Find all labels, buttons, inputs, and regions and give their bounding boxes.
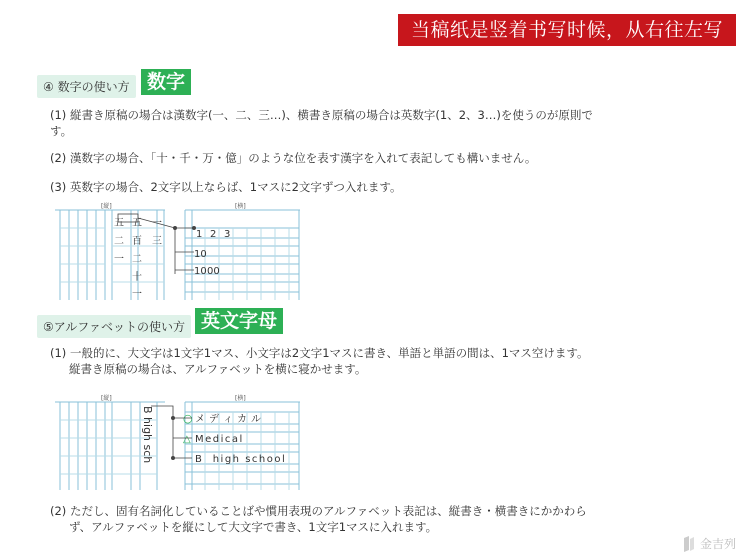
numbers-grid-example: [55, 200, 305, 300]
grid1-row1-cell-1: 2: [210, 229, 217, 240]
grid2-horizontal-label: [横]: [235, 395, 246, 402]
brand-logo-text: 金吉列: [699, 537, 736, 551]
grid1-vertical-label: [縦]: [101, 203, 112, 210]
brand-logo: [682, 535, 736, 552]
grid1-col-mid-char-4: 一: [132, 289, 142, 300]
section-numbers-label: ④ 数字の使い方: [37, 75, 136, 98]
grid1-dot-1: [173, 226, 177, 230]
brand-logo-icon: [682, 536, 696, 552]
alphabet-grid-svg: [55, 392, 305, 490]
grid2-row1-cell-2: ィ: [223, 414, 233, 425]
grid2-row1-cell-4: ル: [251, 414, 261, 425]
grid1-row2-cell: 10: [194, 249, 207, 260]
grid2-row1-cell-3: カ: [237, 414, 247, 425]
grid2-row1-cell-1: デ: [209, 414, 219, 425]
grid1-col-mid-char-1: 百: [132, 236, 142, 247]
grid2-dot-2: [171, 456, 175, 460]
grid1-col-left-char-0: 五: [114, 218, 124, 229]
alphabet-rule-1-line2: 縦書き原稿の場合は、アルファベットを横に寝かせます。: [69, 362, 367, 376]
grid1-col-right-char-0: 一: [152, 218, 162, 229]
numbers-rule-1-line1: (1) 縦書き原稿の場合は漢数字(一、二、三…)、横書き原稿の場合は英数字(1、2、3…)を使うのが原則で: [50, 108, 593, 122]
grid1-row3-cell-0: 10: [194, 266, 207, 277]
grid2-vertical-text: B high sch: [141, 406, 154, 464]
grid1-horizontal-label: [横]: [235, 203, 246, 210]
numbers-grid-svg: [55, 200, 305, 300]
grid1-col-left-char-2: 一: [114, 254, 124, 265]
grid1-row3-cell-1: 00: [207, 266, 220, 277]
grid1-col-mid-char-0: 五: [132, 218, 142, 229]
grid2-row3-text: B high school: [195, 454, 287, 465]
alphabet-rule-2-line2: ず、アルファベットを縦にして大文字で書き、1文字1マスに入れます。: [69, 520, 438, 534]
numbers-rule-3: (3) 英数字の場合、2文字以上ならば、1マスに2文字ずつ入れます。: [50, 180, 402, 194]
grid1-row1-cell-2: 3: [224, 229, 231, 240]
numbers-rule-1-line2: す。: [50, 124, 73, 138]
numbers-rule-1: [50, 107, 610, 139]
grid2-marker-circle: ○: [183, 412, 193, 425]
grid2-vertical-label: [縦]: [101, 395, 112, 402]
grid1-col-right-char-1: 三: [152, 236, 162, 247]
alphabet-rule-2-line1: (2) ただし、固有名詞化していることばや慣用表現のアルファベット表記は、縦書き・横書きにかかわら: [50, 504, 587, 518]
section-alphabet-label: ⑤アルファベットの使い方: [37, 315, 191, 338]
alphabet-rule-2: [50, 503, 610, 535]
grid1-col-mid-char-3: 十: [132, 272, 142, 283]
grid1-col-mid-char-2: 二: [132, 254, 142, 265]
alphabet-grid-example: [55, 392, 305, 490]
alphabet-rule-1-line1: (1) 一般的に、大文字は1文字1マス、小文字は2文字1マスに書き、単語と単語の間は、1マス空けます。: [50, 346, 589, 360]
grid2-row2-text: Medical: [195, 434, 244, 445]
grid2-dot-1: [171, 416, 175, 420]
grid2-marker-triangle: △: [183, 434, 191, 445]
grid1-row1-cell-0: 1: [196, 229, 203, 240]
section-numbers-tag: 数字: [141, 69, 191, 95]
grid1-col-left-char-1: 二: [114, 236, 124, 247]
instruction-banner: 当稿纸是竖着书写时候，从右往左写: [398, 14, 736, 46]
grid2-row1-cell-0: メ: [195, 414, 205, 425]
numbers-rule-2: (2) 漢数字の場合、「十・千・万・億」のような位を表す漢字を入れて表記しても構いません。: [50, 151, 537, 165]
alphabet-rule-1: [50, 345, 610, 377]
grid1-dot-2: [192, 226, 196, 230]
section-alphabet-tag: 英文字母: [195, 308, 283, 334]
